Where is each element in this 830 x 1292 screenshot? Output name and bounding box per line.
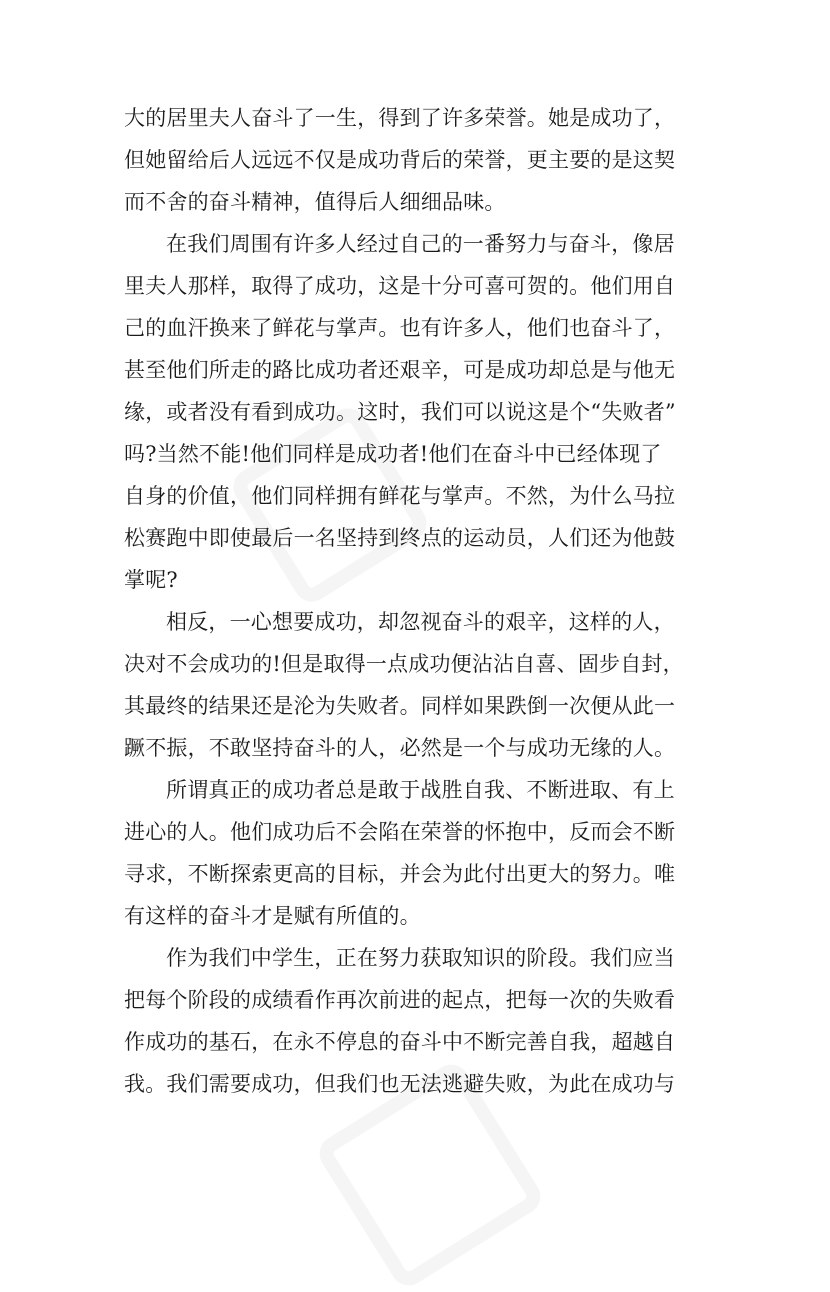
paragraph-4: 所谓真正的成功者总是敢于战胜自我、不断进取、有上 进心的人。他们成功后不会陷在荣誉的怀抱中，反而会不断 寻求，不断探索更高的目标，并会为此付出更大的努力。唯 有这样的奋斗才是赋有所值的。 xyxy=(124,778,676,928)
paragraph-1: 大的居里夫人奋斗了一生，得到了许多荣誉。她是成功了， 但她留给后人远远不仅是成功背后的荣誉，更主要的是这契 而不舍的奋斗精神，值得后人细细品味。 xyxy=(124,106,676,214)
paragraph-3: 相反，一心想要成功，却忽视奋斗的艰辛，这样的人， 决对不会成功的!但是取得一点成功便沾沾自喜、固步自封， 其最终的结果还是沦为失败者。同样如果跌倒一次便从此一 蹶不振，不敢坚持奋斗的人，必然是一个与成功无缘的人。 xyxy=(124,610,684,760)
paragraph-5: 作为我们中学生，正在努力获取知识的阶段。我们应当 把每个阶段的成绩看作再次前进的起点，把每一次的失败看 作成功的基石，在永不停息的奋斗中不断完善自我，超越自 我。我们需要成功，但我们也无法逃避失败，为此在成功与 xyxy=(124,946,676,1096)
document-body xyxy=(124,97,724,1105)
paragraph-2: 在我们周围有许多人经过自己的一番努力与奋斗，像居 里夫人那样，取得了成功，这是十分可喜可贺的。他们用自 己的血汗换来了鲜花与掌声。也有许多人，他们也奋斗了， 甚至他们所走的路比成功者还艰辛，可是成功却总是与他无 缘，或者没有看到成功。这时，我们可以说这是个“失败者” 吗?当然不能!他们同样是成功者!他们在奋斗中已经体现了 自身的价值，他们同样拥有鲜花与掌声。不然，为什么马拉 松赛跑中即使最后一名坚持到终点的运动员，人们还为他鼓 掌呢? xyxy=(124,232,676,592)
